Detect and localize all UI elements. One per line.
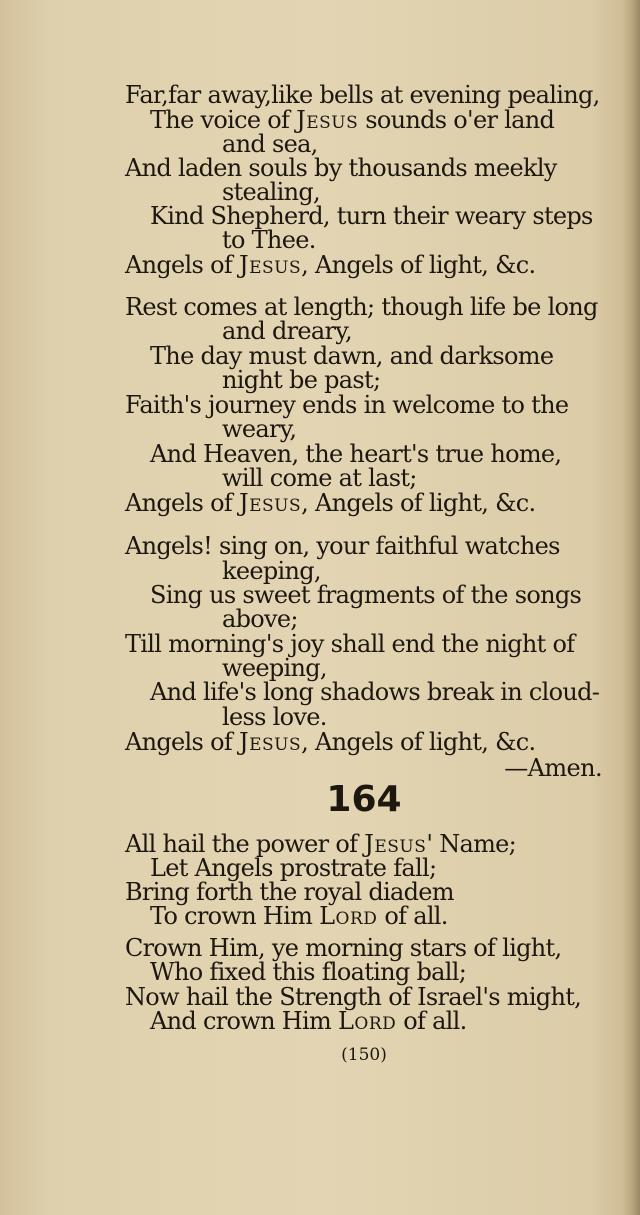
divine-name: Jesus xyxy=(238,251,302,279)
verse-line: weary, xyxy=(222,415,297,443)
hymn-number: 164 xyxy=(326,779,402,820)
verse-line: Bring forth the royal diadem xyxy=(125,878,454,906)
page-number: (150) xyxy=(341,1045,387,1065)
verse-line: Angels! sing on, your faithful watches xyxy=(125,532,560,560)
verse-line: to Thee. xyxy=(222,226,316,254)
amen-line: —Amen. xyxy=(504,754,602,782)
verse-line: Faith's journey ends in welcome to the xyxy=(125,391,569,419)
divine-name: Jesus xyxy=(296,106,359,134)
verse-line: less love. xyxy=(222,703,327,731)
verse-line: and dreary, xyxy=(222,317,352,345)
verse-line: Let Angels prostrate fall; xyxy=(150,854,437,882)
verse-line: The day must dawn, and darksome xyxy=(150,342,554,370)
verse-line: Far,far away,like bells at evening pealing, xyxy=(125,81,600,109)
refrain-line: Angels of Jesus, Angels of light, &c. xyxy=(125,251,536,279)
verse-line: And life's long shadows break in cloud- xyxy=(150,678,600,706)
verse-line: above; xyxy=(222,605,298,633)
refrain-line: Angels of Jesus, Angels of light, &c. xyxy=(125,489,536,517)
verse-line: To crown Him Lord of all. xyxy=(150,902,448,930)
verse-line: keeping, xyxy=(222,557,321,585)
divine-name: Jesus xyxy=(238,489,302,517)
verse-line: All hail the power of Jesus' Name; xyxy=(125,830,517,858)
verse-line: night be past; xyxy=(222,366,381,394)
verse-line: Kind Shepherd, turn their weary steps xyxy=(150,202,593,230)
verse-line: And laden souls by thousands meekly xyxy=(125,154,557,182)
verse-line: Rest comes at length; though life be long xyxy=(125,293,598,321)
verse-line: Who fixed this floating ball; xyxy=(150,958,467,986)
divine-name: Lord xyxy=(319,902,378,930)
verse-line: Till morning's joy shall end the night of xyxy=(125,630,575,658)
verse-line: will come at last; xyxy=(222,464,417,492)
verse-line: stealing, xyxy=(222,178,320,206)
divine-name: Jesus xyxy=(238,728,302,756)
divine-name: Lord xyxy=(337,1007,397,1035)
verse-line: Sing us sweet fragments of the songs xyxy=(150,581,582,609)
verse-line: And crown Him Lord of all. xyxy=(150,1007,467,1035)
verse-line: And Heaven, the heart's true home, xyxy=(150,440,562,468)
divine-name: Jesus xyxy=(364,830,427,858)
verse-line: and sea, xyxy=(222,130,318,158)
verse-line: The voice of Jesus sounds o'er land xyxy=(150,106,555,134)
verse-line: weeping, xyxy=(222,654,327,682)
verse-line: Crown Him, ye morning stars of light, xyxy=(125,934,562,962)
refrain-line: Angels of Jesus, Angels of light, &c. xyxy=(125,728,536,756)
verse-line: Now hail the Strength of Israel's might, xyxy=(125,983,582,1011)
